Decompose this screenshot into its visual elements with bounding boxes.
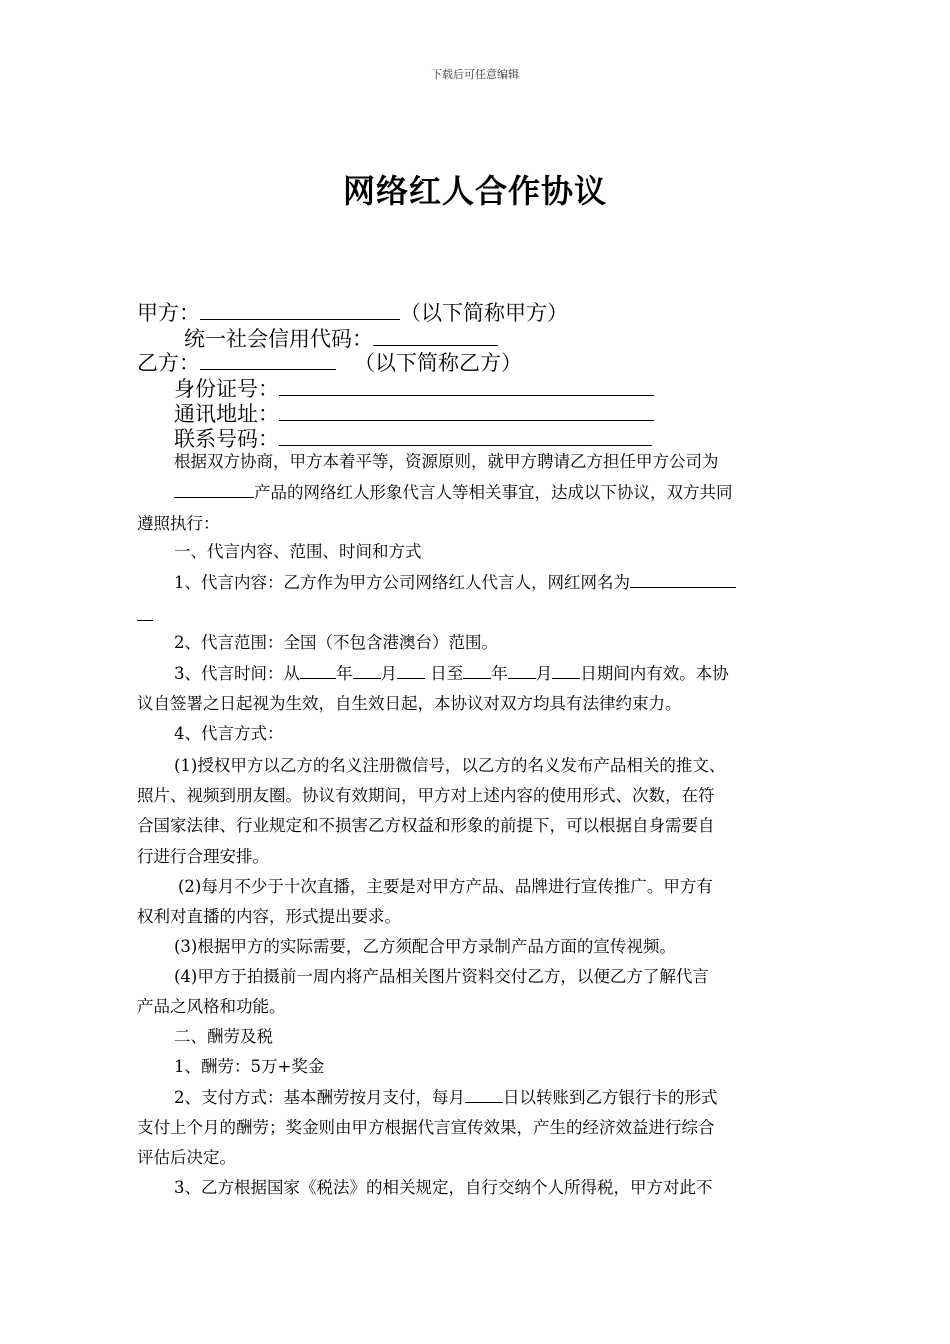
credit-code-line (184, 326, 498, 352)
time-text-year: 年 (336, 664, 353, 683)
phone-blank[interactable] (279, 427, 652, 446)
nickname-blank-cont (137, 620, 153, 621)
method-1-line-2: 照片、视频到朋友圈。协议有效期间，甲方对上述内容的使用形式、次数，在符 (137, 786, 715, 805)
method-heading: 4、代言方式： (174, 724, 284, 743)
party-b-blank[interactable] (200, 351, 336, 370)
pay-method-text-2: 日以转账到乙方银行卡的形式 (503, 1088, 718, 1107)
method-4-line-2: 产品之风格和功能。 (137, 997, 286, 1016)
method-2-line-2: 权利对直播的内容，形式提出要求。 (137, 907, 401, 926)
intro-line-2-text: 产品的网络红人形象代言人等相关事宜，达成以下协议，双方共同 (254, 483, 733, 502)
intro-line-1: 根据双方协商，甲方本着平等，资源原则，就甲方聘请乙方担任甲方公司为 (174, 452, 719, 471)
pay-day-blank[interactable] (465, 1088, 503, 1103)
intro-line-2 (174, 482, 733, 504)
method-1-line-4: 行进行合理安排。 (137, 847, 269, 866)
tax-line-1: 3、乙方根据国家《税法》的相关规定，自行交纳个人所得税，甲方对此不 (174, 1178, 713, 1197)
time-line-2: 议自签署之日起视为生效，自生效日起，本协议对双方均具有法律约束力。 (137, 694, 682, 713)
phone-label: 联系号码： (174, 427, 279, 451)
start-day-blank[interactable] (397, 664, 425, 679)
time-line-1 (174, 663, 729, 685)
id-label: 身份证号： (174, 377, 279, 401)
method-3-line: (3)根据甲方的实际需要，乙方须配合甲方录制产品方面的宣传视频。 (174, 937, 676, 956)
scope-line: 2、代言范围：全国（不包含港澳台）范围。 (174, 633, 498, 652)
time-text-month: 月 (380, 664, 397, 683)
end-month-blank[interactable] (508, 664, 536, 679)
party-a-blank[interactable] (200, 301, 400, 320)
party-b-line (137, 350, 522, 376)
method-1-line-1: (1)授权甲方以乙方的名义注册微信号，以乙方的名义发布产品相关的推文、 (174, 756, 726, 775)
party-b-label: 乙方： (137, 351, 200, 375)
section-2-heading: 二、酬劳及税 (174, 1027, 273, 1046)
address-line (174, 401, 654, 427)
pay-method-line-3: 评估后决定。 (137, 1148, 236, 1167)
pay-method-line-1 (174, 1087, 718, 1109)
time-text-month-2: 月 (535, 664, 553, 683)
pay-line: 1、酬劳：5万+奖金 (174, 1057, 325, 1076)
content-text: 1、代言内容：乙方作为甲方公司网络红人代言人，网红网名为 (174, 573, 630, 592)
phone-line (174, 426, 652, 452)
id-line (174, 376, 654, 402)
party-a-line (137, 300, 568, 326)
party-a-label: 甲方： (137, 301, 200, 325)
end-year-blank[interactable] (463, 664, 491, 679)
method-4-line-1: (4)甲方于拍摄前一周内将产品相关图片资料交付乙方，以便乙方了解代言 (174, 967, 709, 986)
document-title: 网络红人合作协议 (342, 172, 607, 210)
address-label: 通讯地址： (174, 402, 279, 426)
pay-method-text: 2、支付方式：基本酬劳按月支付，每月 (174, 1088, 465, 1107)
intro-line-3: 遵照执行： (137, 514, 220, 533)
method-1-line-3: 合国家法律、行业规定和不损害乙方权益和形象的前提下，可以根据自身需要自 (137, 816, 715, 835)
credit-code-blank[interactable] (373, 327, 498, 346)
address-blank[interactable] (279, 402, 654, 421)
nickname-blank[interactable] (630, 573, 736, 588)
party-a-suffix: （以下简称甲方） (400, 301, 568, 325)
time-text-end: 日期间内有效。本协 (580, 664, 729, 683)
content-line (174, 572, 736, 594)
pay-method-line-2: 支付上个月的酬劳；奖金则由甲方根据代言宣传效果，产生的经济效益进行综合 (137, 1118, 715, 1137)
credit-code-label: 统一社会信用代码： (184, 327, 373, 351)
time-text-from: 3、代言时间：从 (174, 664, 300, 683)
time-text-year-2: 年 (491, 664, 508, 683)
party-b-suffix: （以下简称乙方） (354, 351, 522, 375)
start-month-blank[interactable] (353, 664, 381, 679)
method-2-line-1: (2)每月不少于十次直播，主要是对甲方产品、品牌进行宣传推广。甲方有 (178, 877, 713, 896)
product-blank[interactable] (174, 483, 254, 498)
time-text-to: 日至 (425, 664, 464, 683)
id-blank[interactable] (279, 377, 654, 396)
start-year-blank[interactable] (300, 664, 336, 679)
end-day-blank[interactable] (552, 664, 580, 679)
section-1-heading: 一、代言内容、范围、时间和方式 (174, 542, 422, 561)
header-note: 下载后可任意编辑 (431, 68, 519, 81)
